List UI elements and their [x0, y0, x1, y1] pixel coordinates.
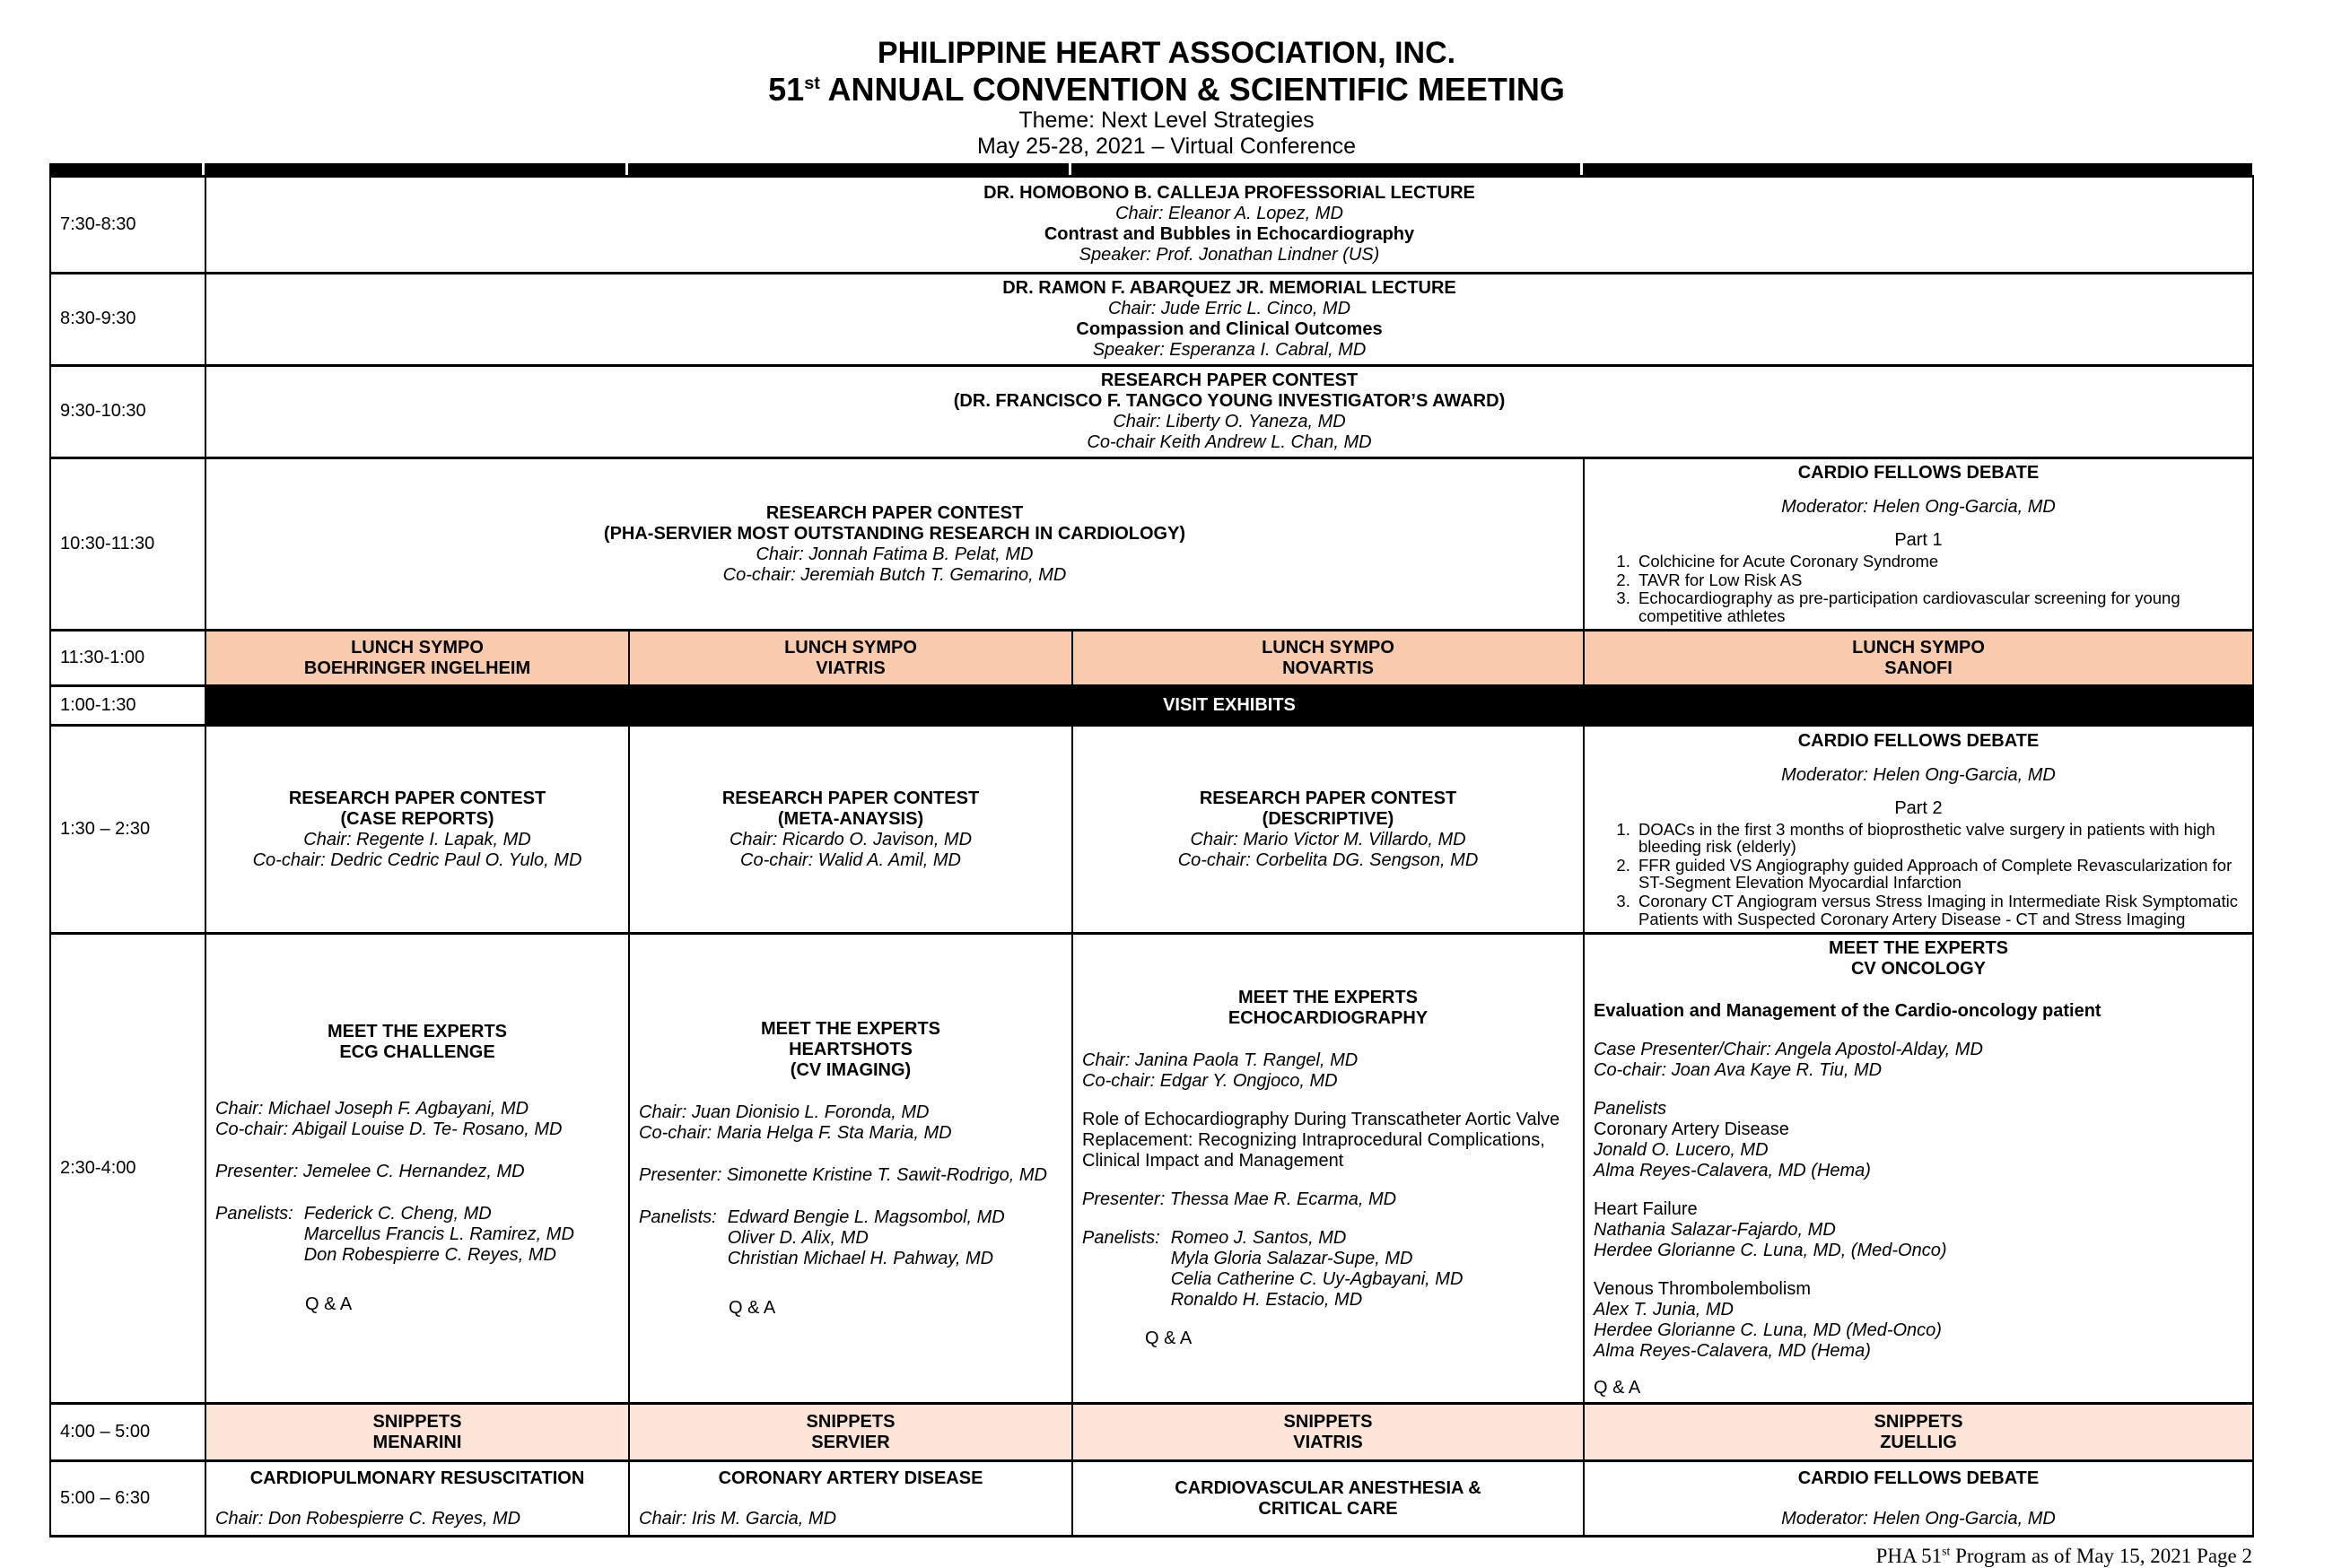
time-cell: 9:30-10:30	[50, 365, 205, 457]
panelist-group-cad	[1594, 1119, 2243, 1181]
time-cell: 8:30-9:30	[50, 273, 205, 365]
session-title: CARDIOVASCULAR ANESTHESIA &	[1175, 1477, 1481, 1498]
snippets-menarini	[205, 1404, 629, 1461]
chair-block	[1594, 1040, 2243, 1081]
row-research-contest-tangco	[50, 365, 2253, 457]
snippets-sponsor: ZUELLIG	[1880, 1432, 1957, 1452]
panelist: Celia Catherine C. Uy-Agbayani, MD	[1170, 1269, 1464, 1290]
session-topic: Contrast and Bubbles in Echocardiography	[1044, 224, 1415, 245]
lunch-sponsor: VIATRIS	[816, 658, 886, 678]
panelist: Federick C. Cheng, MD	[303, 1204, 492, 1224]
session-experts-cv-oncology	[1584, 934, 2253, 1404]
debate-topic: 2. FFR guided VS Angiography guided Approach of Complete Revascularization for ST-Segment Elevation Myocardial Infarction	[1635, 857, 2243, 892]
row-research-contest-servier	[50, 457, 2253, 630]
debate-topic: 3. Coronary CT Angiogram versus Stress Imaging in Intermediate Risk Symptomatic Patients with Suspected Coronary Artery Disease - CT and Stress Imaging	[1635, 893, 2243, 928]
session-cochair: Co-chair: Jeremiah Butch T. Gemarino, MD	[722, 564, 1067, 585]
session-title: DR. RAMON F. ABARQUEZ JR. MEMORIAL LECTURE	[1002, 277, 1456, 298]
theme-line: Theme: Next Level Strategies	[1018, 108, 1315, 134]
time-cell: 7:30-8:30	[50, 176, 205, 273]
session-title: CARDIO FELLOWS DEBATE	[1797, 1468, 2040, 1488]
panelist: Edward Bengie L. Magsombol, MD	[727, 1206, 1005, 1227]
debate-topic: 1. DOACs in the first 3 months of bioprosthetic valve surgery in patients with high bleeding risk (elderly)	[1635, 821, 2243, 856]
session-subtitle2: (CV IMAGING)	[790, 1059, 912, 1080]
session-title-block	[215, 1022, 619, 1063]
debate-part-label: Part 1	[1894, 529, 1943, 550]
time-cell: 2:30-4:00	[50, 934, 205, 1404]
snippets-label: SNIPPETS	[806, 1411, 896, 1432]
session-chair: Chair: Regente I. Lapak, MD	[303, 829, 531, 849]
page-title: PHILIPPINE HEART ASSOCIATION, INC.	[877, 36, 1456, 70]
session-cochair: Co-chair: Dedric Cedric Paul O. Yulo, MD	[252, 849, 582, 870]
session-subtitle: (META-ANAYSIS)	[777, 808, 924, 829]
session-cpr	[205, 1461, 629, 1537]
panelist: Oliver D. Alix, MD	[727, 1227, 869, 1248]
session-subtitle: (PHA-SERVIER MOST OUTSTANDING RESEARCH IN CARDIOLOGY)	[603, 523, 1186, 544]
session-subtitle: (CASE REPORTS)	[340, 808, 494, 829]
session-chair: Chair: Mario Victor M. Villardo, MD	[1190, 829, 1466, 849]
panelist: Myla Gloria Salazar-Supe, MD	[1170, 1249, 1413, 1269]
session-cochair: Co-chair: Abigail Louise D. Te- Rosano, MD	[215, 1119, 563, 1140]
qa-label: Q & A	[729, 1297, 776, 1318]
group-heading: Coronary Artery Disease	[1594, 1119, 1789, 1140]
snippets-servier	[629, 1404, 1072, 1461]
lunch-label: LUNCH SYMPO	[1852, 637, 1985, 658]
session-chair: Case Presenter/Chair: Angela Apostol-Alday, MD	[1594, 1040, 1983, 1060]
session-subtitle: ECG CHALLENGE	[339, 1042, 495, 1063]
session-presenter: Presenter: Jemelee C. Hernandez, MD	[215, 1162, 525, 1182]
lunch-sympo-viatris	[629, 631, 1072, 686]
session-contest-case-reports	[205, 726, 629, 934]
lunch-label: LUNCH SYMPO	[351, 637, 484, 658]
snippets-label: SNIPPETS	[1283, 1411, 1373, 1432]
table-top-bar	[49, 163, 2252, 175]
snippets-sponsor: SERVIER	[811, 1432, 890, 1452]
session-chair: Chair: Eleanor A. Lopez, MD	[1115, 204, 1343, 224]
snippets-zuellig	[1584, 1404, 2253, 1461]
date-line: May 25-28, 2021 – Virtual Conference	[976, 134, 1357, 160]
panelists-block	[1082, 1228, 1574, 1311]
session-speaker: Speaker: Prof. Jonathan Lindner (US)	[1079, 245, 1380, 266]
top-bar-segment	[628, 163, 1069, 175]
top-bar-segment	[1071, 163, 1580, 175]
session-title: MEET THE EXPERTS	[327, 1022, 508, 1042]
session-title: RESEARCH PAPER CONTEST	[765, 502, 1024, 523]
snippets-label: SNIPPETS	[1874, 1411, 1963, 1432]
session-cochair: Co-chair Keith Andrew L. Chan, MD	[1087, 431, 1372, 452]
row-visit-exhibits	[50, 686, 2253, 726]
session-cv-anesthesia-critical-care	[1072, 1461, 1584, 1537]
session-cochair: Co-chair: Maria Helga F. Sta Maria, MD	[639, 1122, 952, 1143]
panelist: Romeo J. Santos, MD	[1170, 1228, 1347, 1249]
subtitle-number: 51	[768, 71, 805, 109]
qa-label: Q & A	[305, 1294, 353, 1315]
session-title: CARDIOPULMONARY RESUSCITATION	[249, 1468, 585, 1488]
panelist: Alma Reyes-Calavera, MD (Hema)	[1594, 1161, 1871, 1181]
panelist: Herdee Glorianne C. Luna, MD, (Med-Onco)	[1594, 1241, 1947, 1261]
panelist: Alex T. Junia, MD	[1594, 1300, 1734, 1320]
lunch-sponsor: BOEHRINGER INGELHEIM	[303, 658, 531, 678]
row-evening-sessions	[50, 1461, 2253, 1537]
session-title: CORONARY ARTERY DISEASE	[718, 1468, 983, 1488]
chair-block	[639, 1102, 1062, 1144]
session-topic: Role of Echocardiography During Transcatheter Aortic Valve Replacement: Recognizing Intraprocedural Complications, Clinical Impact and Management	[1082, 1110, 1560, 1172]
time-cell: 4:00 – 5:00	[50, 1404, 205, 1461]
session-experts-heartshots	[629, 934, 1072, 1404]
session-presenter: Presenter: Thessa Mae R. Ecarma, MD	[1082, 1189, 1397, 1210]
session-topic: Compassion and Clinical Outcomes	[1076, 318, 1383, 339]
session-title-line2: CRITICAL CARE	[1258, 1498, 1398, 1519]
session-moderator: Moderator: Helen Ong-Garcia, MD	[1781, 1508, 2056, 1529]
session-chair: Chair: Janina Paola T. Rangel, MD	[1082, 1050, 1359, 1071]
page-subtitle	[0, 71, 2333, 108]
lunch-label: LUNCH SYMPO	[1262, 637, 1394, 658]
snippets-label: SNIPPETS	[372, 1411, 462, 1432]
session-subtitle: (DR. FRANCISCO F. TANGCO YOUNG INVESTIGATOR’S AWARD)	[953, 390, 1506, 411]
session-speaker: Speaker: Esperanza I. Cabral, MD	[1092, 339, 1367, 360]
session-cochair: Co-chair: Walid A. Amil, MD	[740, 849, 961, 870]
qa-label: Q & A	[1594, 1378, 1641, 1398]
session-coronary-artery-disease	[629, 1461, 1072, 1537]
lunch-sympo-novartis	[1072, 631, 1584, 686]
debate-topic-list	[1594, 821, 2243, 928]
session-title: DR. HOMOBONO B. CALLEJA PROFESSORIAL LECTURE	[983, 183, 1475, 204]
session-title-block	[1594, 938, 2243, 980]
panelists-label: Panelists:	[215, 1204, 293, 1224]
debate-topic-list	[1594, 553, 2243, 624]
schedule-table	[49, 175, 2254, 1538]
session-title: CARDIO FELLOWS DEBATE	[1797, 730, 2040, 751]
session-title: RESEARCH PAPER CONTEST	[721, 788, 980, 808]
panelists-block	[639, 1207, 1062, 1269]
chair-block	[1082, 1050, 1574, 1092]
session-title-block	[1082, 988, 1574, 1029]
footer-ordinal: st	[1942, 1544, 1951, 1558]
row-meet-the-experts	[50, 934, 2253, 1404]
time-cell: 11:30-1:00	[50, 631, 205, 686]
page-footer	[0, 1545, 2333, 1568]
top-bar-segment	[49, 163, 202, 175]
time-cell: 1:00-1:30	[50, 686, 205, 726]
session-moderator: Moderator: Helen Ong-Garcia, MD	[1781, 496, 2056, 517]
lunch-label: LUNCH SYMPO	[784, 637, 917, 658]
lunch-sympo-sanofi	[1584, 631, 2253, 686]
page-header	[0, 0, 2333, 160]
time-cell: 5:00 – 6:30	[50, 1461, 205, 1537]
session-chair: Chair: Michael Joseph F. Agbayani, MD	[215, 1099, 529, 1119]
session-chair: Chair: Juan Dionisio L. Foronda, MD	[639, 1102, 930, 1122]
session-title: MEET THE EXPERTS	[1237, 988, 1419, 1008]
panelists-block	[215, 1204, 619, 1266]
row-calleja-lecture	[50, 176, 2253, 273]
session-research-contest-servier	[205, 457, 1584, 630]
debate-topic: 1. Colchicine for Acute Coronary Syndrome	[1635, 553, 2243, 571]
session-title: MEET THE EXPERTS	[1828, 938, 2009, 959]
session-subtitle: HEARTSHOTS	[789, 1039, 913, 1059]
panelists-label: Panelists:	[639, 1206, 717, 1227]
session-chair: Chair: Jude Erric L. Cinco, MD	[1107, 298, 1351, 318]
session-experts-echocardiography	[1072, 934, 1584, 1404]
panelist: Jonald O. Lucero, MD	[1594, 1140, 1769, 1161]
panelist: Herdee Glorianne C. Luna, MD (Med-Onco)	[1594, 1320, 1942, 1341]
session-title: RESEARCH PAPER CONTEST	[1199, 788, 1457, 808]
session-title: CARDIO FELLOWS DEBATE	[1797, 462, 2040, 483]
snippets-sponsor: VIATRIS	[1293, 1432, 1363, 1452]
session-calleja-lecture	[205, 176, 2253, 273]
debate-topic: 2. TAVR for Low Risk AS	[1635, 571, 2243, 589]
panelist: Nathania Salazar-Fajardo, MD	[1594, 1220, 1836, 1241]
session-chair: Chair: Ricardo O. Javison, MD	[729, 829, 973, 849]
snippets-sponsor: MENARINI	[372, 1432, 462, 1452]
panelist: Don Robespierre C. Reyes, MD	[303, 1245, 556, 1266]
session-cardio-fellows-debate-part2	[1584, 726, 2253, 934]
panelist: Alma Reyes-Calavera, MD (Hema)	[1594, 1341, 1871, 1362]
session-subtitle: (DESCRIPTIVE)	[1262, 808, 1394, 829]
lunch-sympo-boehringer	[205, 631, 629, 686]
panelist: Marcellus Francis L. Ramirez, MD	[303, 1224, 574, 1245]
debate-topic: 3. Echocardiography as pre-participation cardiovascular screening for young competitive athletes	[1635, 589, 2243, 624]
session-abarquez-lecture	[205, 273, 2253, 365]
panelist: Ronaldo H. Estacio, MD	[1170, 1290, 1363, 1311]
group-heading: Venous Thrombolembolism	[1594, 1279, 1811, 1300]
session-title: RESEARCH PAPER CONTEST	[1100, 370, 1359, 390]
panelists-label: Panelists:	[1082, 1228, 1160, 1249]
session-cochair: Co-chair: Corbelita DG. Sengson, MD	[1177, 849, 1479, 870]
session-cochair: Co-chair: Edgar Y. Ongjoco, MD	[1082, 1071, 1338, 1092]
top-bar-segment	[1583, 163, 2252, 175]
footer-text: PHA 51	[1875, 1545, 1943, 1568]
panelist-group-heart-failure	[1594, 1199, 2243, 1261]
visit-exhibits-banner: VISIT EXHIBITS	[205, 686, 2253, 726]
lunch-sponsor: SANOFI	[1884, 658, 1953, 678]
row-research-contests-afternoon	[50, 726, 2253, 934]
lunch-sponsor: NOVARTIS	[1282, 658, 1374, 678]
session-chair: Chair: Iris M. Garcia, MD	[639, 1508, 837, 1529]
subtitle-ordinal: st	[804, 74, 820, 94]
session-contest-descriptive	[1072, 726, 1584, 934]
session-subtitle: ECHOCARDIOGRAPHY	[1228, 1008, 1429, 1029]
time-cell: 1:30 – 2:30	[50, 726, 205, 934]
group-heading: Heart Failure	[1594, 1199, 1698, 1220]
session-cardio-fellows-debate-part1	[1584, 457, 2253, 630]
subtitle-text: ANNUAL CONVENTION & SCIENTIFIC MEETING	[819, 71, 1565, 109]
session-cardio-fellows-debate-evening	[1584, 1461, 2253, 1537]
snippets-viatris	[1072, 1404, 1584, 1461]
session-cochair: Co-chair: Joan Ava Kaye R. Tiu, MD	[1594, 1060, 1883, 1081]
session-subtitle: CV ONCOLOGY	[1850, 959, 1986, 980]
panelist-names	[304, 1204, 574, 1266]
row-snippets	[50, 1404, 2253, 1461]
session-contest-meta-analysis	[629, 726, 1072, 934]
panelist-names	[728, 1207, 1005, 1269]
debate-part-label: Part 2	[1894, 797, 1943, 818]
session-research-contest-tangco	[205, 365, 2253, 457]
time-cell: 10:30-11:30	[50, 457, 205, 630]
session-chair: Chair: Liberty O. Yaneza, MD	[1113, 411, 1346, 431]
row-lunch-sympo	[50, 631, 2253, 686]
session-experts-ecg-challenge	[205, 934, 629, 1404]
panelists-label: Panelists	[1594, 1099, 1667, 1119]
footer-text-rest: Program as of May 15, 2021 Page 2	[1950, 1545, 2252, 1568]
chair-block	[215, 1099, 619, 1140]
panelist: Christian Michael H. Pahway, MD	[727, 1248, 994, 1268]
session-chair: Chair: Don Robespierre C. Reyes, MD	[215, 1508, 521, 1529]
session-title-block	[639, 1019, 1062, 1081]
top-bar-segment	[205, 163, 625, 175]
qa-label: Q & A	[1145, 1328, 1193, 1349]
session-presenter: Presenter: Simonette Kristine T. Sawit-Rodrigo, MD	[639, 1164, 1047, 1185]
session-topic: Evaluation and Management of the Cardio-oncology patient	[1594, 1001, 2101, 1022]
session-title: MEET THE EXPERTS	[760, 1018, 941, 1039]
session-moderator: Moderator: Helen Ong-Garcia, MD	[1781, 764, 2056, 785]
panelist-group-vte	[1594, 1279, 2243, 1362]
panelist-names	[1171, 1228, 1464, 1311]
session-title: RESEARCH PAPER CONTEST	[288, 788, 546, 808]
row-abarquez-lecture	[50, 273, 2253, 365]
session-chair: Chair: Jonnah Fatima B. Pelat, MD	[756, 544, 1034, 564]
